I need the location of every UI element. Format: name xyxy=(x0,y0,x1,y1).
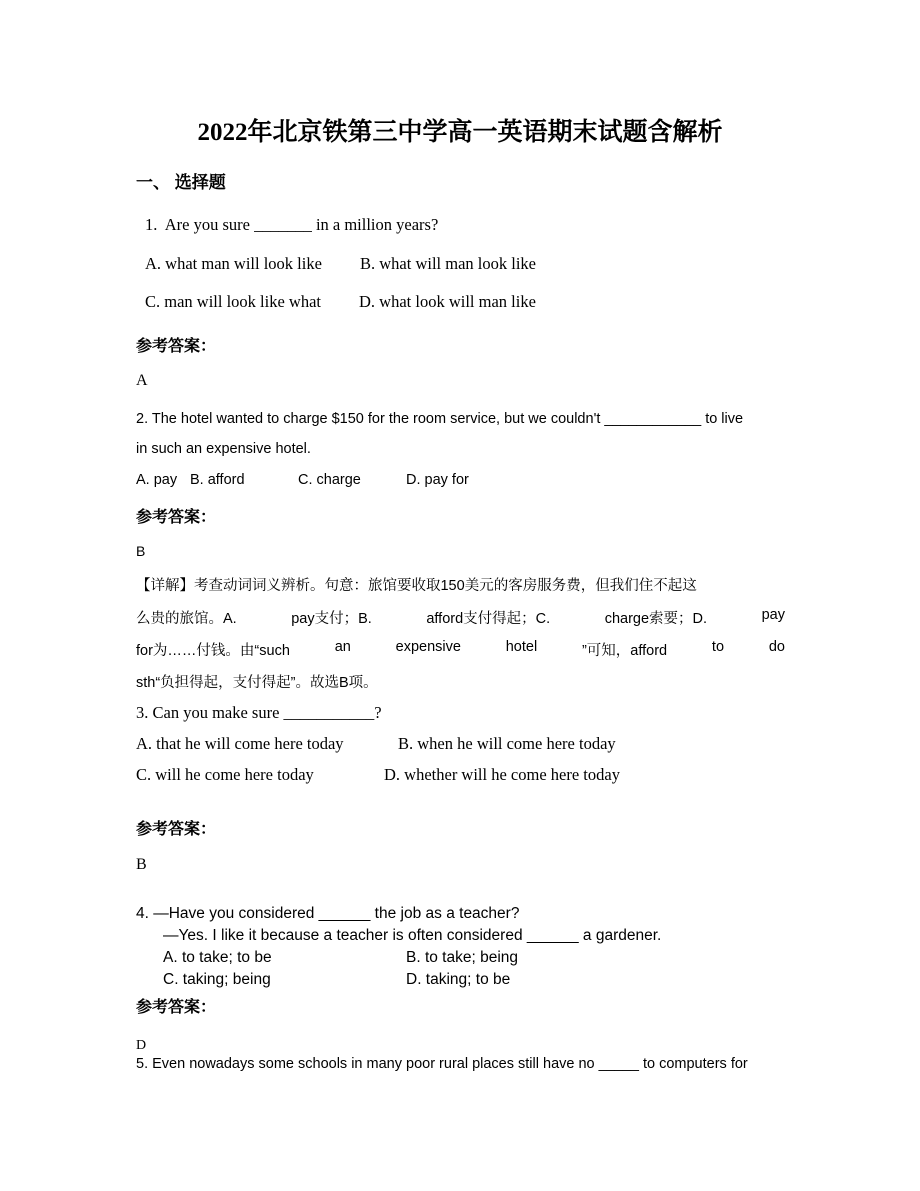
explanation-word: to xyxy=(711,639,725,655)
q1-option-c: C. man will look like what xyxy=(145,292,321,311)
q3-answer: B xyxy=(136,856,147,873)
explanation-word: charge索要；D. xyxy=(604,611,708,627)
explanation-word: do xyxy=(768,639,785,655)
q3-option-d: D. whether will he come here today xyxy=(384,765,620,784)
q5-stem: 5. Even nowadays some schools in many poor rural places still have no _____ to computers for xyxy=(136,1056,748,1072)
q3-option-b: B. when he will come here today xyxy=(398,734,616,753)
q4-option-a: A. to take; to be xyxy=(163,949,272,966)
q1-option-b: B. what will man look like xyxy=(360,254,536,273)
q4-option-d: D. taking; to be xyxy=(406,971,511,988)
q1-stem: 1. Are you sure _______ in a million years? xyxy=(145,215,439,234)
q2-answer-label: 参考答案： xyxy=(136,509,217,526)
explanation-word: afford支付得起；C. xyxy=(426,611,551,627)
explanation-word: ”可知，afford xyxy=(581,643,668,659)
q1-answer: A xyxy=(136,372,148,389)
explanation-word: for为……付钱。由“such xyxy=(136,643,290,659)
explanation-word: pay xyxy=(761,607,785,623)
q3-option-c: C. will he come here today xyxy=(136,765,314,784)
explanation-word: an xyxy=(334,639,351,655)
q2-answer: B xyxy=(136,543,146,559)
q4-option-b: B. to take; being xyxy=(406,949,519,966)
explanation-word: 么贵的旅馆。A. xyxy=(136,611,237,627)
q2-explanation-line4: sth“负担得起，支付得起”。故选B项。 xyxy=(136,675,378,691)
explanation-word: pay支付；B. xyxy=(291,611,372,627)
q3-stem: 3. Can you make sure ___________? xyxy=(136,703,382,722)
q2-explanation-line1: 【详解】考查动词词义辨析。句意：旅馆要收取150美元的客房服务费，但我们住不起这 xyxy=(136,578,697,594)
q2-option-c: C. charge xyxy=(298,472,361,488)
q4-stem-line2: —Yes. I like it because a teacher is often considered ______ a gardener. xyxy=(163,927,662,944)
explanation-word: hotel xyxy=(505,639,538,655)
q2-explanation-line2 xyxy=(136,607,785,628)
q3-option-a: A. that he will come here today xyxy=(136,734,344,753)
page-title: 2022年北京铁第三中学高一英语期末试题含解析 xyxy=(197,119,723,146)
q2-stem-line1: 2. The hotel wanted to charge $150 for the room service, but we couldn't ____________ to live xyxy=(136,411,744,427)
q1-option-a: A. what man will look like xyxy=(145,254,322,273)
section-heading: 一、 选择题 xyxy=(136,173,226,192)
q2-stem-line2: in such an expensive hotel. xyxy=(136,441,311,457)
q4-stem-line1: 4. —Have you considered ______ the job as a teacher? xyxy=(136,905,520,922)
q3-answer-label: 参考答案： xyxy=(136,821,217,838)
q2-option-a: A. pay xyxy=(136,472,178,488)
q4-answer: D xyxy=(136,1038,147,1053)
explanation-word: expensive xyxy=(395,639,461,655)
q2-explanation-line3 xyxy=(136,639,785,660)
q4-answer-label: 参考答案： xyxy=(136,999,217,1016)
q1-option-d: D. what look will man like xyxy=(359,292,536,311)
q2-option-d: D. pay for xyxy=(406,472,469,488)
q1-answer-label: 参考答案： xyxy=(136,338,217,355)
q2-option-b: B. afford xyxy=(190,472,245,488)
q4-option-c: C. taking; being xyxy=(163,971,271,988)
